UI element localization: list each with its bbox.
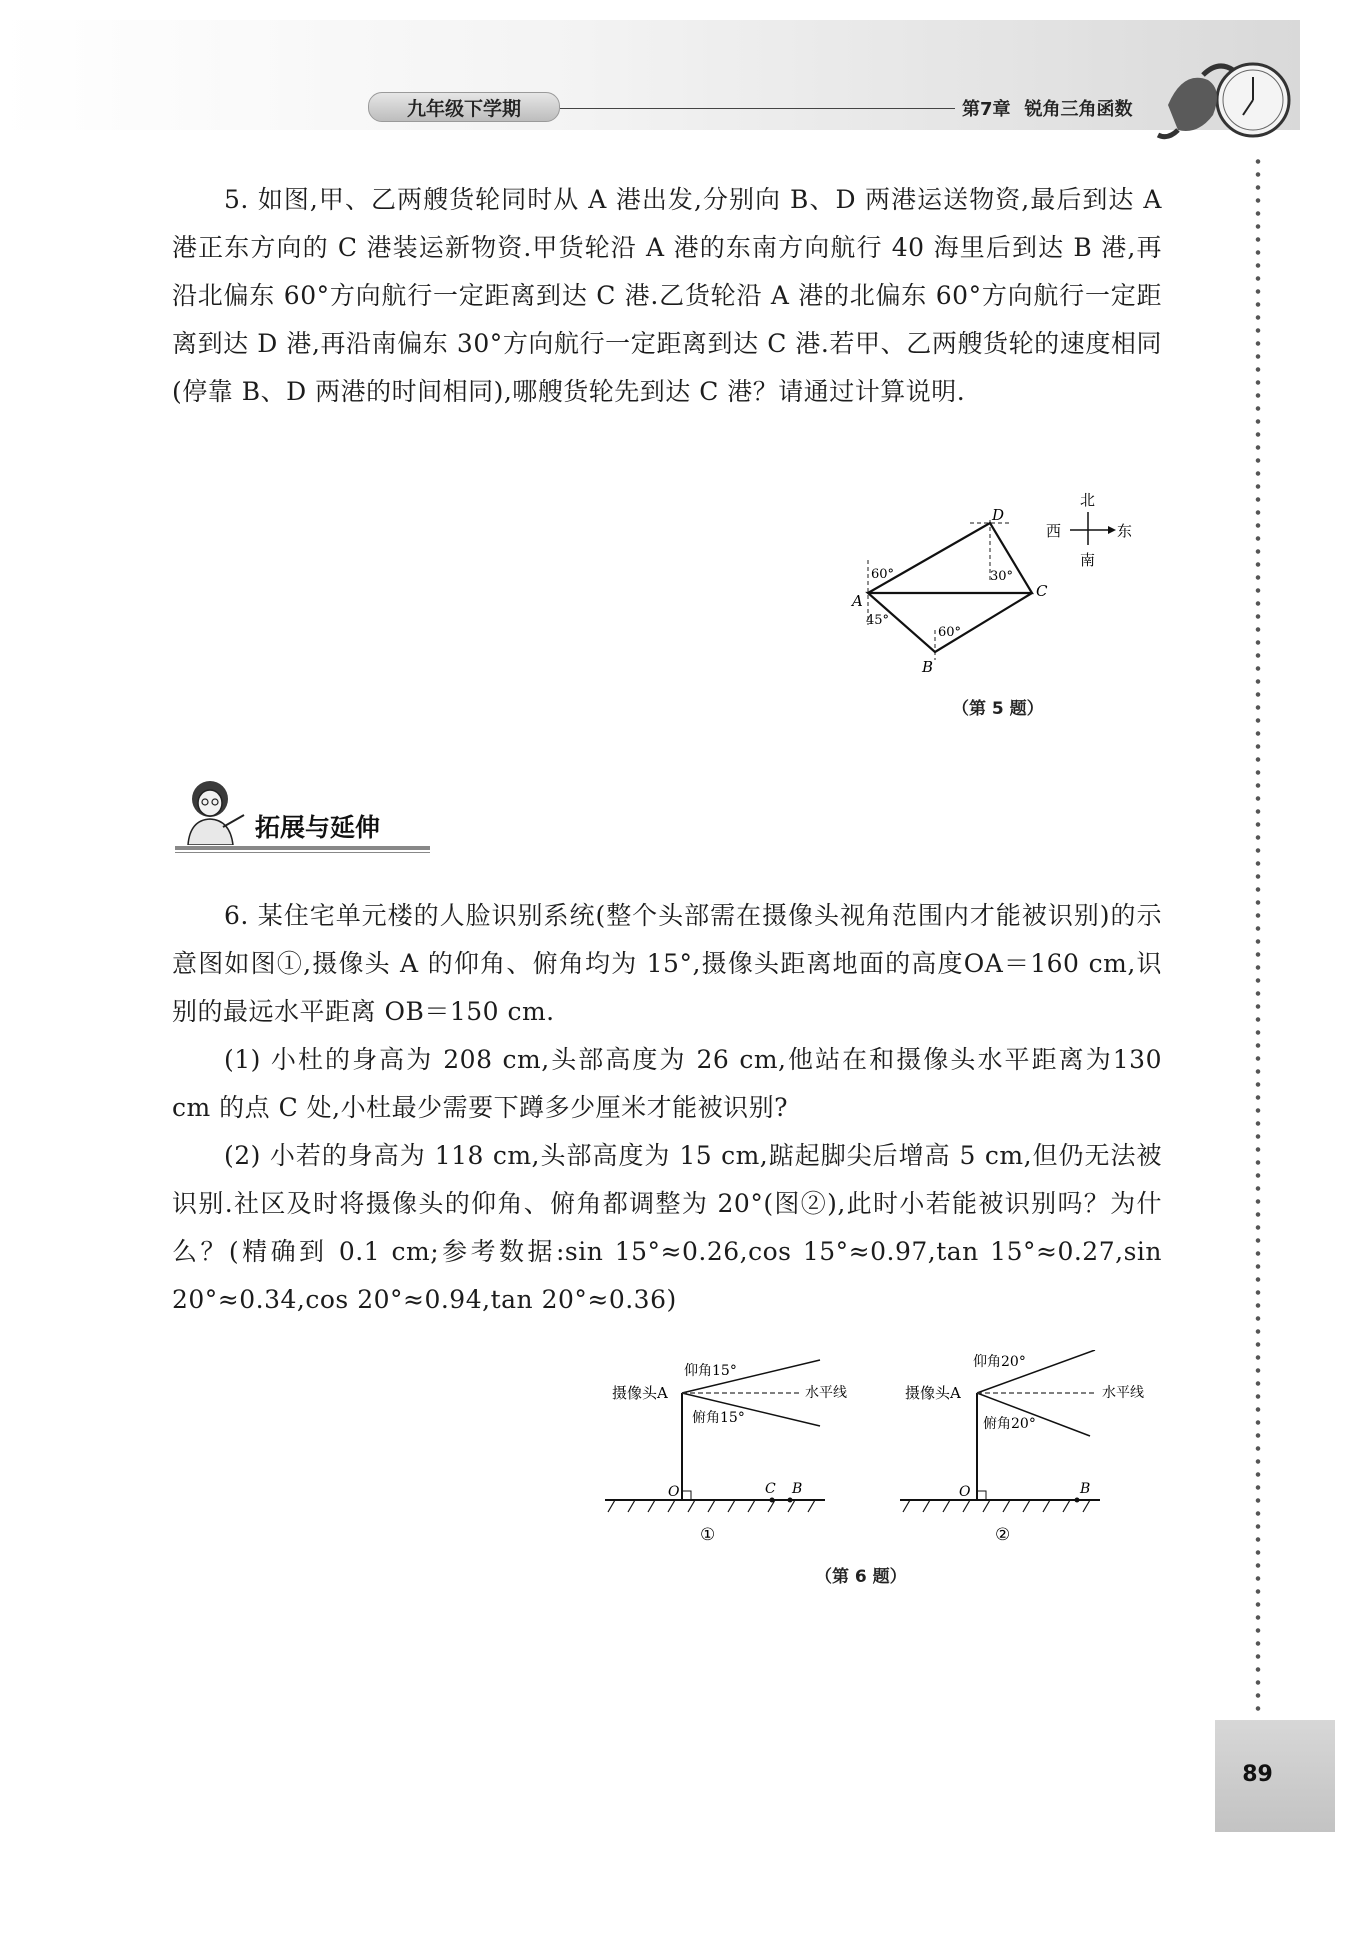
point-A: A xyxy=(852,592,863,610)
point-O: O xyxy=(668,1484,680,1500)
figure-number: ② xyxy=(995,1525,1011,1545)
compass-north: 北 xyxy=(1080,491,1096,509)
camera-label: 摄像头A xyxy=(905,1384,961,1402)
problem6-figure2 xyxy=(895,1350,1170,1555)
point-D: D xyxy=(992,506,1005,524)
page-number: 89 xyxy=(1242,1762,1273,1787)
point-B: B xyxy=(792,1481,803,1497)
section-rule xyxy=(175,846,430,850)
section-rule-thin xyxy=(175,852,430,853)
point-B: B xyxy=(1080,1481,1091,1497)
angle-A-45: 45° xyxy=(866,613,890,628)
problem5-text xyxy=(172,176,1162,416)
figure6-caption: （第 6 题） xyxy=(815,1567,907,1587)
depression-label: 俯角15° xyxy=(692,1410,745,1426)
p6-line: 法被识别.社区及时将摄像头的仰角、俯角都调整为 20°(图②),此时小若能被识别 xyxy=(172,1141,1162,1218)
header-rule xyxy=(560,108,955,109)
problem6-figure1 xyxy=(600,1350,850,1555)
p6-line: (1) 小杜的身高为 208 cm,头部高度为 26 cm,他站在和摄像头水平距离为 xyxy=(224,1045,1113,1074)
elevation-label: 仰角20° xyxy=(973,1354,1026,1370)
horizontal-label: 水平线 xyxy=(805,1385,847,1401)
depression-label: 俯角20° xyxy=(983,1416,1036,1432)
point-O: O xyxy=(959,1484,971,1500)
p6-line: 吗？为什么？(精确到 0.1 cm;参考数据:sin 15°≈0.26,cos 15°≈0.97,tan 15°≈ xyxy=(172,1189,1162,1266)
p6-line: 0.27,sin 20°≈0.34,cos 20°≈0.94,tan 20°≈0.36) xyxy=(172,1237,1162,1314)
p5-line: 方向航行一定距离到达 D 港,再沿南偏东 30°方向航行一定距离到达 C 港.若甲、乙 xyxy=(172,281,1162,358)
horizontal-label: 水平线 xyxy=(1102,1385,1144,1401)
p6-line: 识别)的示意图如图①,摄像头 A 的仰角、俯角均为 15°,摄像头距离地面的高度 xyxy=(172,901,1162,978)
grade-label: 九年级下学期 xyxy=(368,92,560,122)
compass-west: 西 xyxy=(1046,522,1062,540)
problem6-intro xyxy=(172,892,1162,1036)
figure-number: ① xyxy=(700,1525,716,1545)
compass-south: 南 xyxy=(1080,551,1096,569)
margin-dots xyxy=(1255,155,1261,1715)
camera-label: 摄像头A xyxy=(612,1384,668,1402)
problem6-part2 xyxy=(172,1132,1162,1324)
p5-line: 达 B 港,再沿北偏东 60°方向航行一定距离到达 C 港.乙货轮沿 A 港的北偏东 60° xyxy=(172,233,1162,310)
compass-east: 东 xyxy=(1117,522,1133,540)
chapter-number: 第7章 xyxy=(962,99,1011,120)
problem6-part1 xyxy=(172,1036,1162,1132)
p5-line: 两艘货轮的速度相同(停靠 B、D 两港的时间相同),哪艘货轮先到达 C 港？请通过 xyxy=(172,329,1162,406)
section-title: 拓展与延伸 xyxy=(255,813,381,842)
elevation-label: 仰角15° xyxy=(684,1363,737,1379)
point-B: B xyxy=(922,658,934,676)
figure5-caption: （第 5 题） xyxy=(952,699,1044,719)
chapter-title: 锐角三角函数 xyxy=(1024,99,1133,120)
point-C: C xyxy=(1036,582,1048,600)
p5-line: 计算说明. xyxy=(854,377,966,406)
runner-clock-icon xyxy=(1148,45,1298,150)
p6-line: 6. 某住宅单元楼的人脸识别系统(整个头部需在摄像头视角范围内才能被 xyxy=(224,901,1048,930)
p5-line: 5. 如图,甲、乙两艘货轮同时从 A 港出发,分别向 B、D 两港运送物资,最后到 xyxy=(224,185,1109,214)
angle-A-60: 60° xyxy=(871,567,895,582)
p6-line: OA＝160 cm,识别的最远水平距离 OB＝150 cm. xyxy=(172,949,1162,1026)
p5-line: 达 A 港正东方向的 C 港装运新物资.甲货轮沿 A 港的东南方向航行 40 海里后到 xyxy=(172,185,1162,262)
p6-line: (2) 小若的身高为 118 cm,头部高度为 15 cm,踮起脚尖后增高 5 cm,但仍无 xyxy=(224,1141,1111,1170)
p6-line: 130 cm 的点 C 处,小杜最少需要下蹲多少厘米才能被识别? xyxy=(172,1045,1162,1122)
point-C: C xyxy=(765,1481,776,1497)
angle-B-60: 60° xyxy=(938,625,962,640)
chapter-heading xyxy=(962,95,1147,121)
problem5-figure xyxy=(840,490,1140,690)
angle-D-30: 30° xyxy=(990,569,1014,584)
teacher-icon xyxy=(178,775,248,845)
